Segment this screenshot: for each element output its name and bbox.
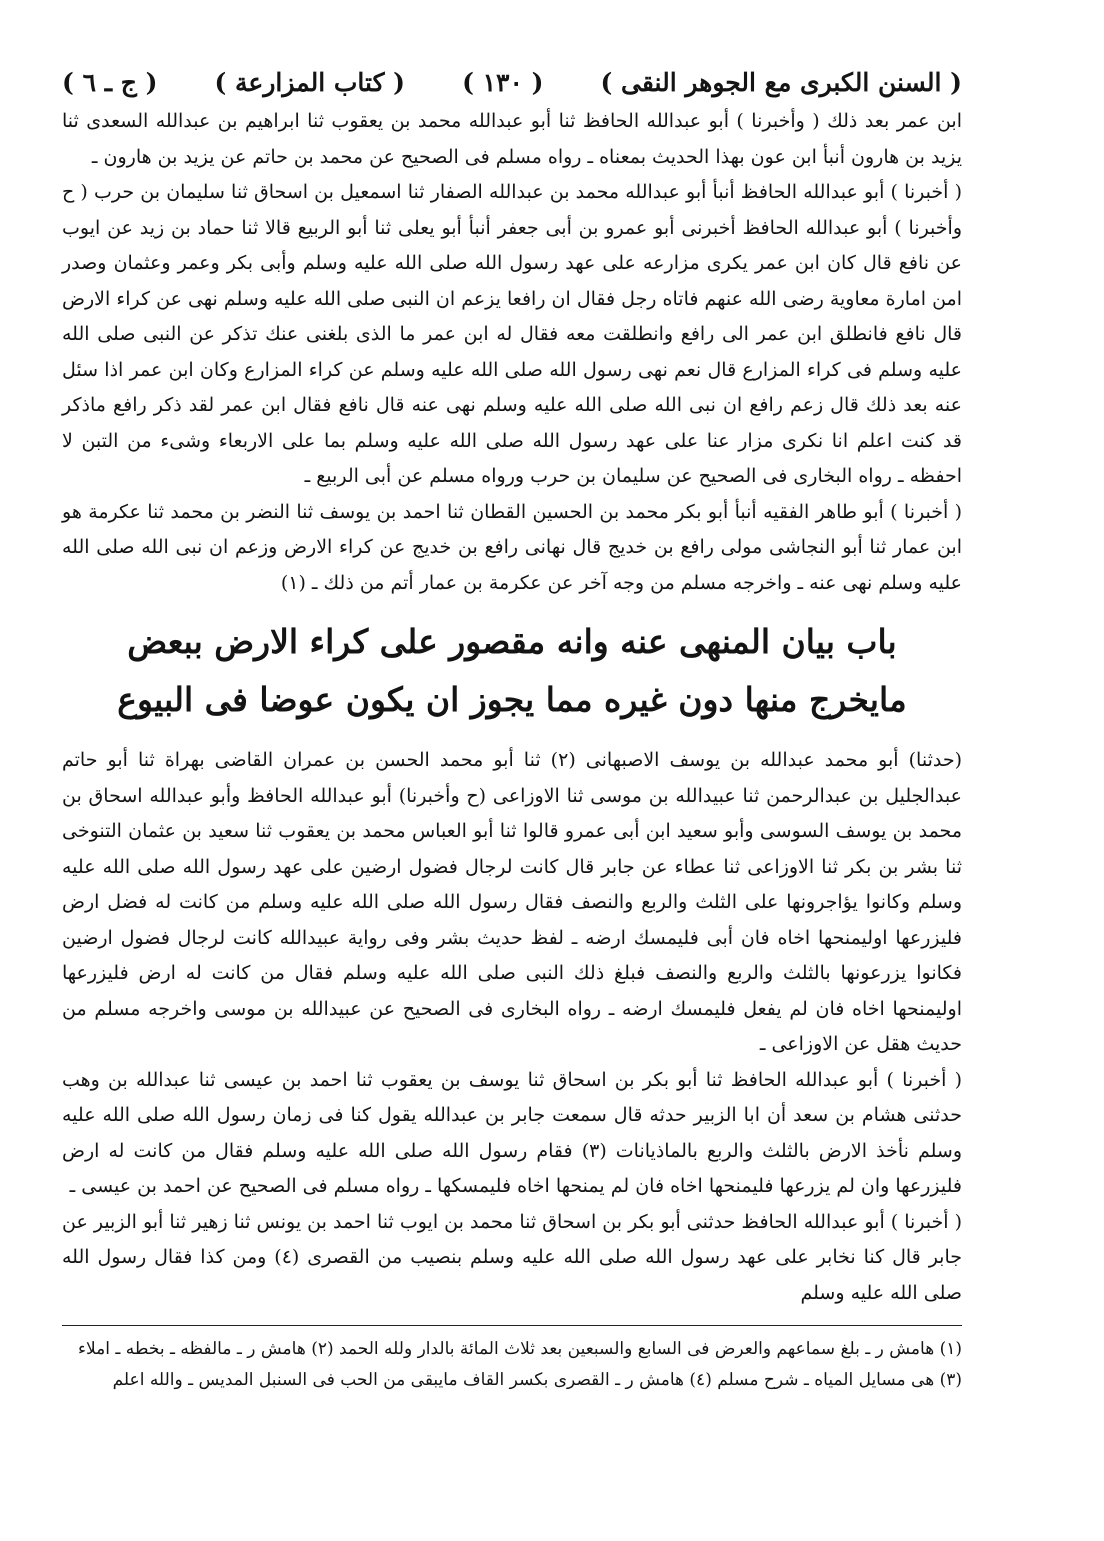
running-head bbox=[62, 60, 962, 104]
paragraph: (حدثنا) أبو محمد عبدالله بن يوسف الاصبهانى (٢) ثنا أبو محمد الحسن بن عمران القاضى بهراة ثنا أبو حاتم عبدالجليل بن عبدالرحمن ثنا عبيدالله بن موسى ثنا الاوزاعى (ح وأخبرنا) أبو عبدالله الحافظ وأبو عبدالله اسحاق بن محمد بن يوسف السوسى وأبو سعيد ابن أبى عمرو قالوا ثنا أبو العباس محمد بن يعقوب ثنا سعيد بن عثمان التنوخى ثنا بشر بن بكر ثنا الاوزاعى ثنا عطاء عن جابر قال كانت لرجال فضول ارضين على عهد رسول الله صلى الله عليه وسلم وكانوا يؤاجرونها على الثلث والربع والنصف فقال رسول الله صلى الله عليه وسلم من كانت له فضل ارض فليزرعها اوليمنحها اخاه فان أبى فليمسك ارضه ـ لفظ حديث بشر وفى رواية عبيدالله كانت لرجال فضول ارضين فكانوا يزرعونها بالثلث والربع والنصف فبلغ ذلك النبى صلى الله عليه وسلم فقال من كانت له ارض فليزرعها اوليمنحها اخاه فان لم يفعل فليمسك ارضه ـ رواه البخارى فى الصحيح عن عبيدالله بن موسى واخرجه مسلم من حديث هقل عن الاوزاعى ـ bbox=[62, 749, 962, 1055]
section-title: ( كتاب المزارعة ) bbox=[214, 67, 405, 97]
footnote-divider bbox=[62, 1325, 962, 1326]
footnote: (٣) هى مسايل المياه ـ شرح مسلم (٤) هامش ر ـ القصرى بكسر القاف مايبقى من الحب فى السنبل المديس ـ والله اعلم bbox=[112, 1370, 962, 1390]
page-number: ( ١٣٠ ) bbox=[462, 67, 544, 97]
chapter-heading bbox=[62, 613, 962, 729]
paragraph: ( أخبرنا ) أبو عبدالله الحافظ ثنا أبو بكر بن اسحاق ثنا يوسف بن يعقوب ثنا احمد بن عيسى ثنا عبدالله بن وهب حدثنى هشام بن سعد أن ابا الزبير حدثه قال سمعت جابر بن عبدالله يقول كنا فى زمان رسول الله صلى الله عليه وسلم نأخذ الارض بالثلث والربع بالماذيانات (٣) فقام رسول الله صلى الله عليه وسلم فقال من كانت له ارض فليزرعها وان لم يزرعها فليمنحها اخاه فان لم يمنحها اخاه فليمسكها ـ رواه مسلم فى الصحيح عن احمد بن عيسى ـ bbox=[62, 1068, 962, 1197]
paragraph: ( أخبرنا ) أبو عبدالله الحافظ حدثنى أبو بكر بن اسحاق ثنا محمد بن ايوب ثنا احمد بن يونس ثنا زهير ثنا أبو الزبير عن جابر قال كنا نخابر على عهد رسول الله صلى الله عليه وسلم بنصيب من القصرى (٤) ومن كذا فقال رسول الله صلى الله عليه وسلم bbox=[62, 1210, 962, 1304]
body-text-bottom bbox=[62, 743, 962, 1311]
volume-number: ( ج ـ ٦ ) bbox=[62, 67, 158, 97]
chapter-title-line: باب بيان المنهى عنه وانه مقصور على كراء الارض ببعض bbox=[127, 622, 897, 661]
paragraph: ( أخبرنا ) أبو عبدالله الحافظ أنبأ أبو عبدالله محمد بن عبدالله الصفار ثنا اسمعيل بن اسحاق ثنا سليمان بن حرب ( ح وأخبرنا ) أبو عبدالله الحافظ أخبرنى أبو عمرو بن أبى جعفر أنبأ أبو يعلى ثنا أبو الربيع قالا ثنا حماد بن زيد عن ايوب عن نافع قال كان ابن عمر يكرى مزارعه على عهد رسول الله صلى الله عليه وسلم وأبى بكر وعمر وعثمان وصدر امن امارة معاوية رضى الله عنهم فاتاه رجل فقال ان رافعا يزعم ان النبى صلى الله عليه وسلم نهى عن كراء الارض قال نافع فانطلق ابن عمر الى رافع وانطلقت معه فقال له ابن عمر ما الذى بلغنى عنك تذكر عن النبى صلى الله عليه وسلم فى كراء المزارع قال نعم نهى رسول الله صلى الله عليه وسلم عن كراء المزارع وكان ابن عمر اذا سئل عنه بعد ذلك قال زعم رافع ان نبى الله صلى الله عليه وسلم نهى عنه قال نافع فقال ابن عمر لقد ذكر رافع ماذكر قد كنت اعلم انا نكرى مزار عنا على عهد رسول الله صلى الله عليه وسلم بما على الاربعاء وشىء من التبن لا احفظه ـ رواه البخارى فى الصحيح عن سليمان بن حرب ورواه مسلم عن أبى الربيع ـ bbox=[62, 181, 962, 487]
book-page bbox=[62, 60, 962, 1500]
chapter-title-line: مايخرج منها دون غيره مما يجوز ان يكون عوضا فى البيوع bbox=[117, 680, 907, 719]
book-title: ( السنن الكبرى مع الجوهر النقى ) bbox=[600, 67, 962, 97]
body-text-top bbox=[62, 104, 962, 601]
footnotes bbox=[62, 1334, 962, 1396]
footnote: (١) هامش ر ـ بلغ سماعهم والعرض فى السابع والسبعين بعد ثلاث المائة بالدار ولله الحمد (٢) هامش ر ـ مالفظه ـ بخطه ـ املاء bbox=[78, 1339, 962, 1359]
paragraph: ( أخبرنا ) أبو طاهر الفقيه أنبأ أبو بكر محمد بن الحسين القطان ثنا احمد بن يوسف ثنا النضر بن محمد ثنا عكرمة هو ابن عمار ثنا أبو النجاشى مولى رافع بن خديج قال نهانى رافع بن خديج عن كراء الارض وزعم ان نبى الله صلى الله عليه وسلم نهى عنه ـ واخرجه مسلم من وجه آخر عن عكرمة بن عمار أتم من ذلك ـ (١) bbox=[62, 500, 962, 594]
paragraph: ابن عمر بعد ذلك ( وأخبرنا ) أبو عبدالله الحافظ ثنا أبو عبدالله محمد بن يعقوب ثنا ابراهيم بن عبدالله السعدى ثنا يزيد بن هارون أنبأ ابن عون بهذا الحديث بمعناه ـ رواه مسلم فى الصحيح عن محمد بن حاتم عن يزيد بن هارون ـ bbox=[62, 110, 962, 168]
